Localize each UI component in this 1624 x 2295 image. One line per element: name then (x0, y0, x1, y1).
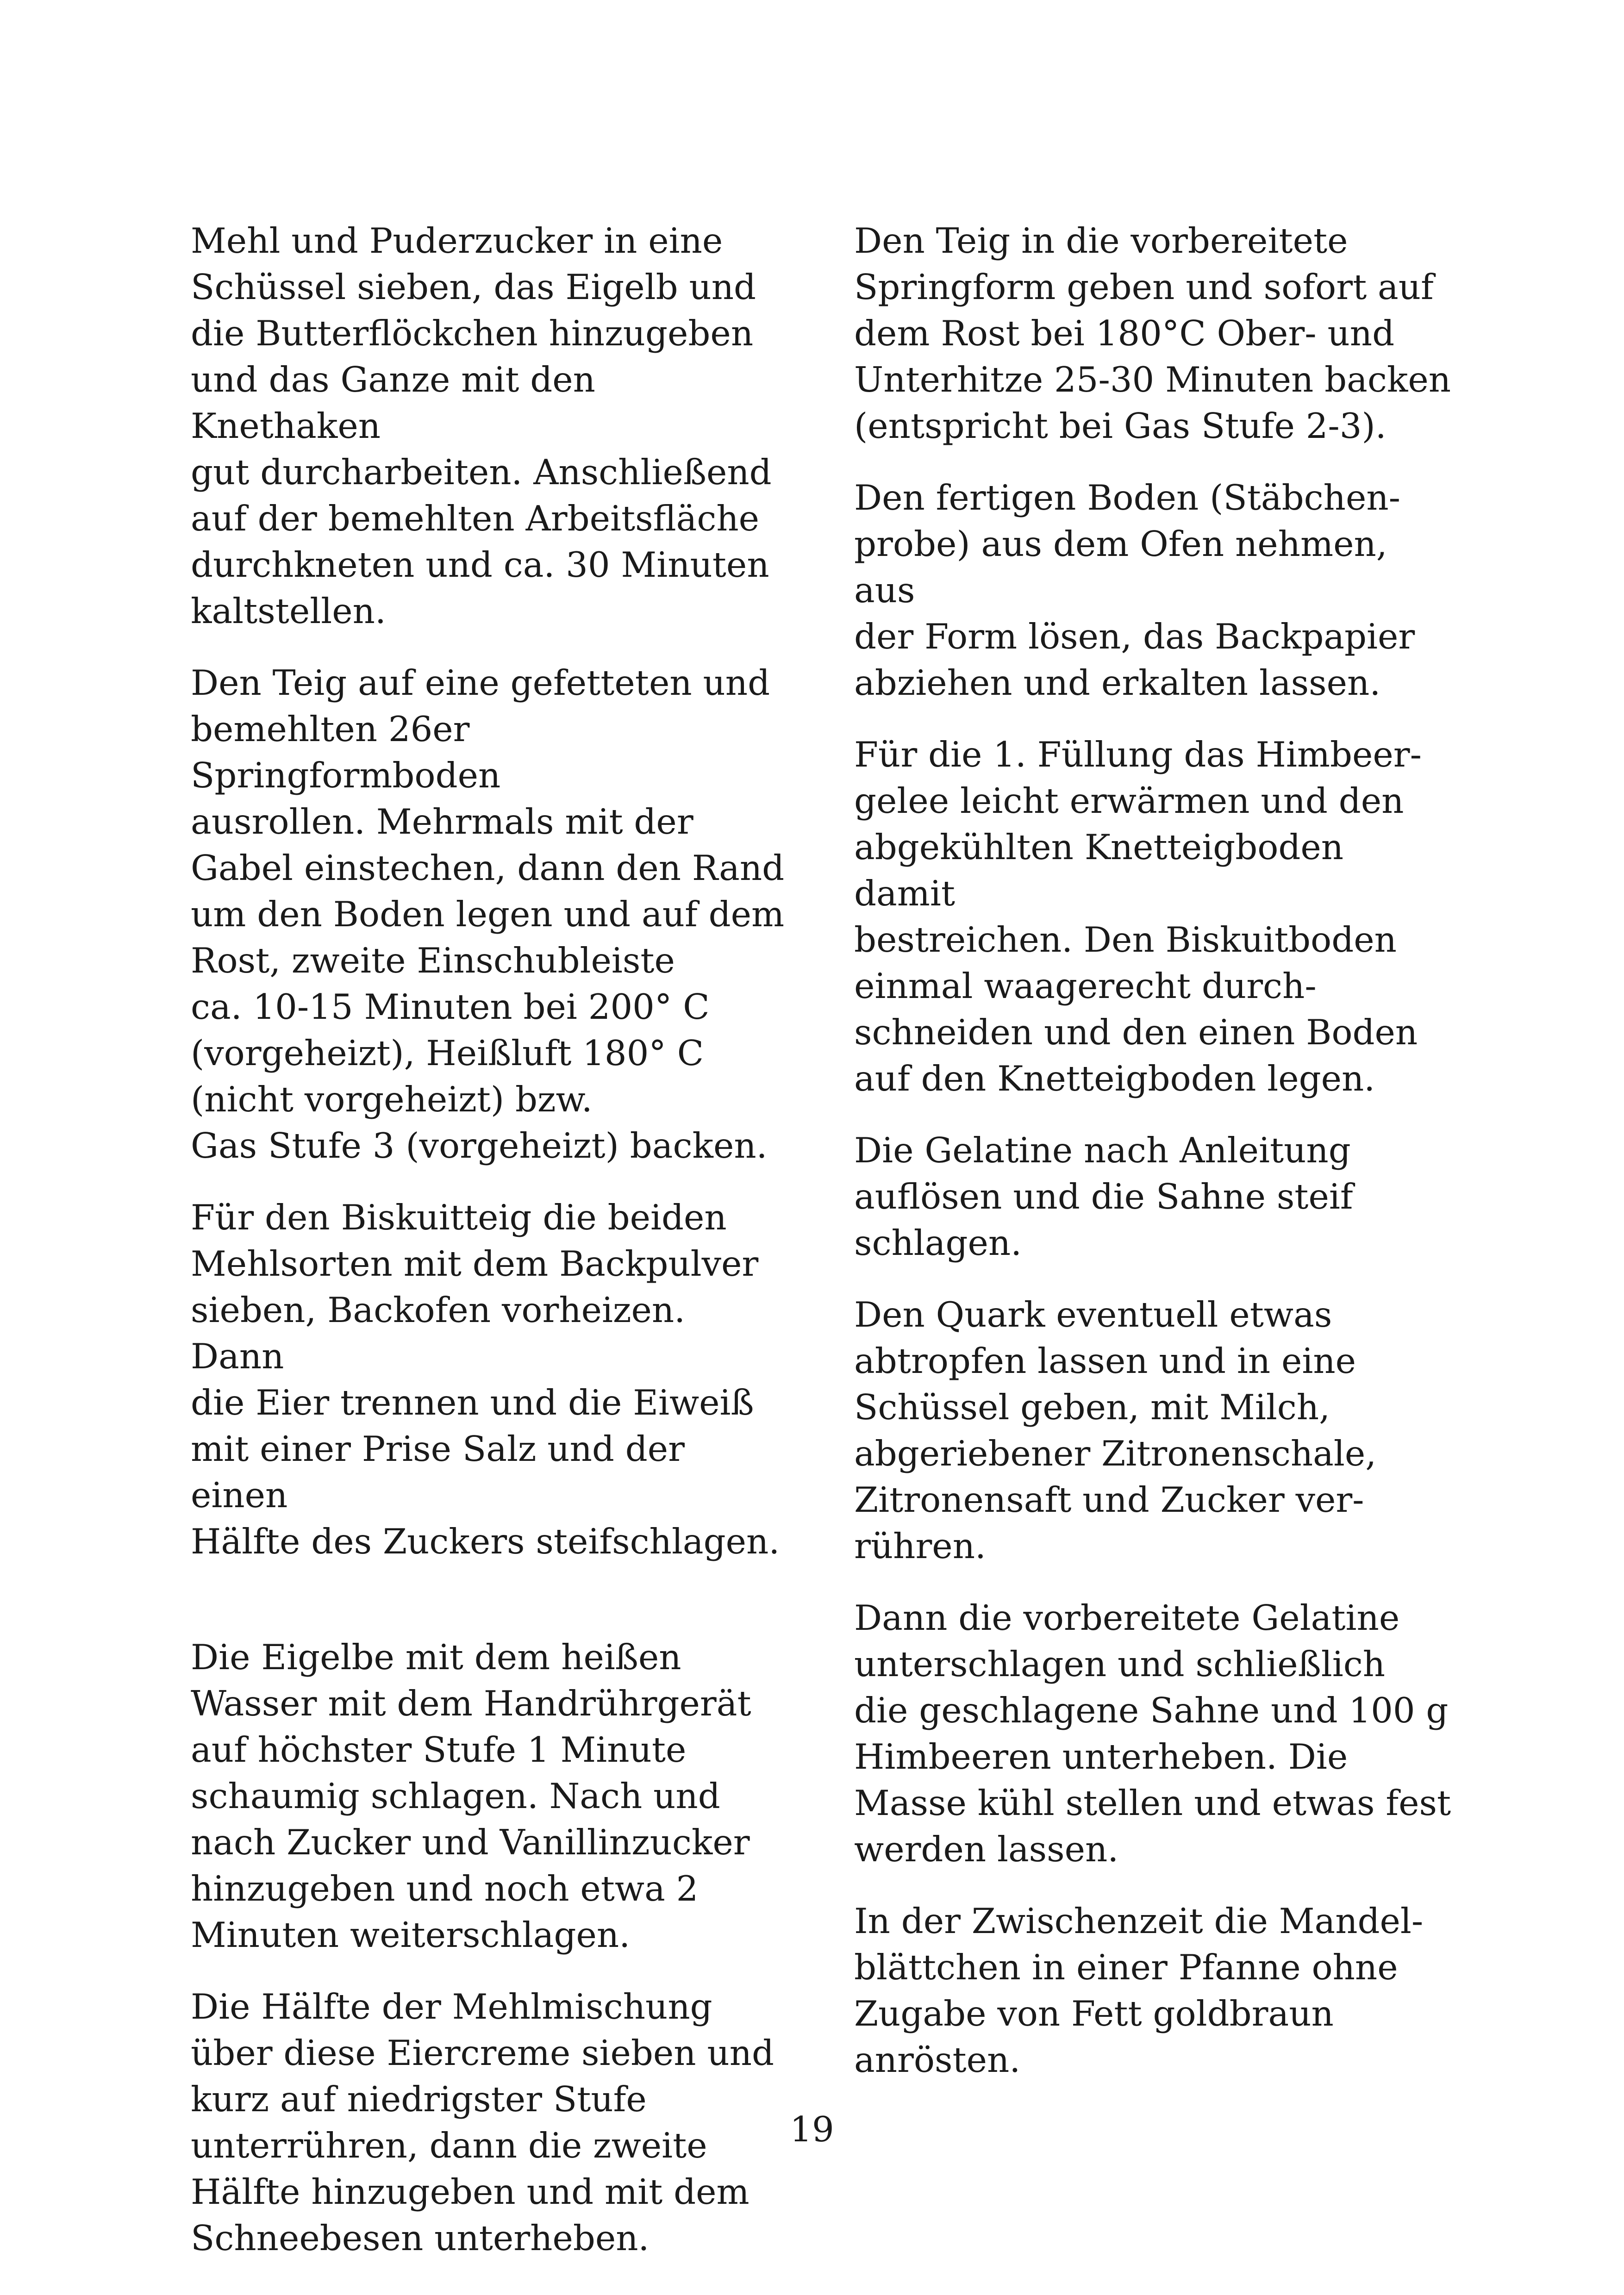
paragraph-quark: Den Quark eventuell etwas abtropfen lassen und in eine Schüssel geben, mit Milch, abgeriebener Zitronenschale, Zitronensaft und Zucker ver- rühren. (854, 1294, 1377, 1566)
paragraph-gelatine: Die Gelatine nach Anleitung auflösen und die Sahne steif schlagen. (854, 1130, 1353, 1263)
paragraph-dough-baking: Den Teig auf eine gefetteten und bemehlten 26er Springformboden ausrollen. Mehrmals mit der Gabel einstechen, dann den Rand um den Boden legen und auf dem Rost, zweite Einschubleiste ca. 10-15 Minuten bei 200° C (vorgeheizt), Heißluft 180° C (nicht vorgeheizt) bzw. Gas Stufe 3 (vorgeheizt) backen. (191, 662, 785, 1166)
paragraph-almonds: In der Zwischenzeit die Mandel- blättchen in einer Pfanne ohne Zugabe von Fett goldbraun anrösten. (854, 1901, 1424, 2080)
left-column (191, 218, 788, 2261)
right-column (854, 218, 1451, 2083)
paragraph-first-filling: Für die 1. Füllung das Himbeer- gelee leicht erwärmen und den abgekühlten Knetteigboden damit bestreichen. Den Biskuitboden einmal waagerecht durch- schneiden und den einen Boden auf den Knetteigboden legen. (854, 734, 1422, 1099)
page-number: 19 (790, 2109, 834, 2150)
paragraph-dough-preparation: Mehl und Puderzucker in eine Schüssel sieben, das Eigelb und die Butterflöckchen hinzugeben und das Ganze mit den Knethaken gut durcharbeiten. Anschließend auf der bemehlten Arbeitsfläche durchkneten und ca. 30 Minuten kaltstellen. (191, 220, 772, 631)
paragraph-sponge-baking: Den Teig in die vorbereitete Springform geben und sofort auf dem Rost bei 180°C Ober- und Unterhitze 25-30 Minuten backen (entspricht bei Gas Stufe 2-3). (854, 220, 1451, 446)
paragraph-sponge-start: Für den Biskuitteig die beiden Mehlsorten mit dem Backpulver sieben, Backofen vorheizen. Dann die Eier trennen und die Eiweiß mit einer Prise Salz und der einen Hälfte des Zuckers steifschlagen. (191, 1197, 780, 1562)
paragraph-egg-yolks: Die Eigelbe mit dem heißen Wasser mit dem Handrührgerät auf höchster Stufe 1 Minute schaumig schlagen. Nach und nach Zucker und Vanillinzucker hinzugeben und noch etwa 2 Minuten weiterschlagen. (191, 1637, 751, 1955)
paragraph-flour-mixing: Die Hälfte der Mehlmischung über diese Eiercreme sieben und kurz auf niedrigster Stufe unterrühren, dann die zweite Hälfte hinzugeben und mit dem Schneebesen unterheben. (191, 1986, 775, 2258)
paragraph-folding: Dann die vorbereitete Gelatine unterschlagen und schließlich die geschlagene Sahne und 100 g Himbeeren unterheben. Die Masse kühl stellen und etwas fest werden lassen. (854, 1597, 1451, 1870)
paragraph-cooling: Den fertigen Boden (Stäbchen- probe) aus dem Ofen nehmen, aus der Form lösen, das Backpapier abziehen und erkalten lassen. (854, 477, 1415, 703)
